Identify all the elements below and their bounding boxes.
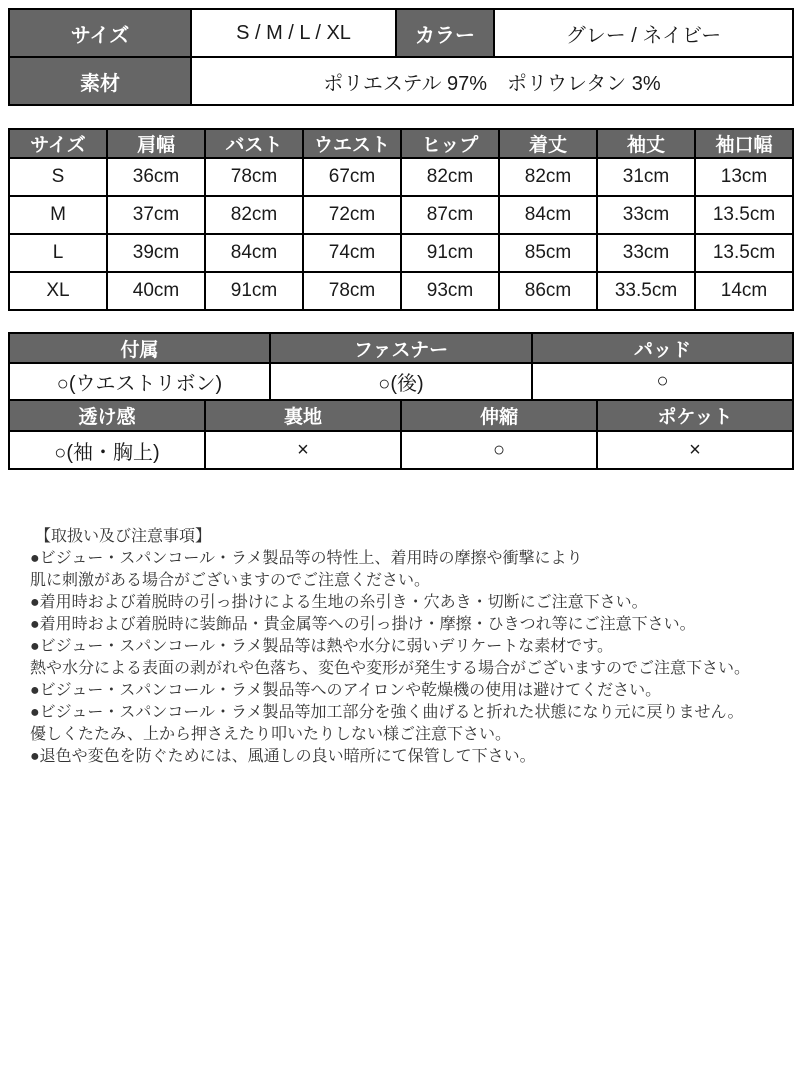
sheerness-header: 透け感 [9, 400, 205, 431]
color-header: カラー [396, 9, 494, 57]
fastener-header: ファスナー [270, 333, 532, 363]
features-table-2 [8, 399, 794, 470]
column-header: サイズ [9, 129, 107, 158]
measurements-header-row [9, 129, 793, 158]
lining-value: × [205, 431, 401, 469]
cell: 85cm [499, 234, 597, 272]
column-header: バスト [205, 129, 303, 158]
note-line: ●ビジュー・スパンコール・ラメ製品等は熱や水分に弱いデリケートな素材です。 [30, 638, 613, 655]
cell: 93cm [401, 272, 499, 310]
note-line: ●ビジュー・スパンコール・ラメ製品等の特性上、着用時の摩擦や衝撃により [30, 550, 583, 567]
cell: L [9, 234, 107, 272]
note-line: ●退色や変色を防ぐためには、風通しの良い暗所にて保管して下さい。 [30, 748, 536, 765]
stretch-header: 伸縮 [401, 400, 597, 431]
cell: 33cm [597, 196, 695, 234]
features-value-row [9, 431, 793, 469]
note-line: ●着用時および着脱時の引っ掛けによる生地の糸引き・穴あき・切断にご注意下さい。 [30, 594, 648, 611]
pad-header: パッド [532, 333, 793, 363]
cell: 78cm [303, 272, 401, 310]
pocket-header: ポケット [597, 400, 793, 431]
table-row-size-s [9, 158, 793, 196]
column-header: 袖丈 [597, 129, 695, 158]
handling-notes [30, 526, 792, 768]
column-header: ウエスト [303, 129, 401, 158]
size-value: S / M / L / XL [191, 9, 396, 57]
cell: 84cm [205, 234, 303, 272]
note-line: ●ビジュー・スパンコール・ラメ製品等へのアイロンや乾燥機の使用は避けてください。 [30, 682, 662, 699]
info-table [8, 8, 794, 106]
cell: 13.5cm [695, 234, 793, 272]
table-row-size-m [9, 196, 793, 234]
cell: 13cm [695, 158, 793, 196]
material-value: ポリエステル 97% ポリウレタン 3% [191, 57, 793, 105]
cell: XL [9, 272, 107, 310]
cell: 33cm [597, 234, 695, 272]
column-header: 着丈 [499, 129, 597, 158]
cell: S [9, 158, 107, 196]
cell: 67cm [303, 158, 401, 196]
cell: 33.5cm [597, 272, 695, 310]
notes-title: 【取扱い及び注意事項】 [35, 528, 212, 545]
table-row-size-xl [9, 272, 793, 310]
cell: 78cm [205, 158, 303, 196]
accessory-value: ○(ウエストリボン) [9, 363, 270, 400]
cell: 13.5cm [695, 196, 793, 234]
table-row [9, 9, 793, 57]
size-header: サイズ [9, 9, 191, 57]
sheerness-value: ○(袖・胸上) [9, 431, 205, 469]
measurements-table [8, 128, 794, 311]
cell: 39cm [107, 234, 205, 272]
features-table-1 [8, 332, 794, 401]
accessory-header: 付属 [9, 333, 270, 363]
cell: 31cm [597, 158, 695, 196]
features-header-row [9, 400, 793, 431]
cell: 91cm [401, 234, 499, 272]
cell: 87cm [401, 196, 499, 234]
note-line: 熱や水分による表面の剥がれや色落ち、変色や変形が発生する場合がございますのでご注意下さい。 [30, 660, 751, 677]
cell: M [9, 196, 107, 234]
features-header-row [9, 333, 793, 363]
cell: 74cm [303, 234, 401, 272]
fastener-value: ○(後) [270, 363, 532, 400]
cell: 84cm [499, 196, 597, 234]
cell: 14cm [695, 272, 793, 310]
cell: 36cm [107, 158, 205, 196]
lining-header: 裏地 [205, 400, 401, 431]
note-line: ●着用時および着脱時に装飾品・貴金属等への引っ掛け・摩擦・ひきつれ等にご注意下さい。 [30, 616, 696, 633]
stretch-value: ○ [401, 431, 597, 469]
column-header: ヒップ [401, 129, 499, 158]
column-header: 肩幅 [107, 129, 205, 158]
cell: 82cm [205, 196, 303, 234]
note-line: 優しくたたみ、上から押さえたり叩いたりしない様ご注意下さい。 [30, 726, 511, 743]
cell: 82cm [401, 158, 499, 196]
material-header: 素材 [9, 57, 191, 105]
table-row-size-l [9, 234, 793, 272]
cell: 91cm [205, 272, 303, 310]
cell: 86cm [499, 272, 597, 310]
note-line: 肌に刺激がある場合がございますのでご注意ください。 [30, 572, 431, 589]
note-line: ●ビジュー・スパンコール・ラメ製品等加工部分を強く曲げると折れた状態になり元に戻りません。 [30, 704, 744, 721]
column-header: 袖口幅 [695, 129, 793, 158]
pad-value: ○ [532, 363, 793, 400]
cell: 40cm [107, 272, 205, 310]
cell: 37cm [107, 196, 205, 234]
features-value-row [9, 363, 793, 400]
cell: 72cm [303, 196, 401, 234]
table-row [9, 57, 793, 105]
pocket-value: × [597, 431, 793, 469]
color-value: グレー / ネイビー [494, 9, 793, 57]
cell: 82cm [499, 158, 597, 196]
